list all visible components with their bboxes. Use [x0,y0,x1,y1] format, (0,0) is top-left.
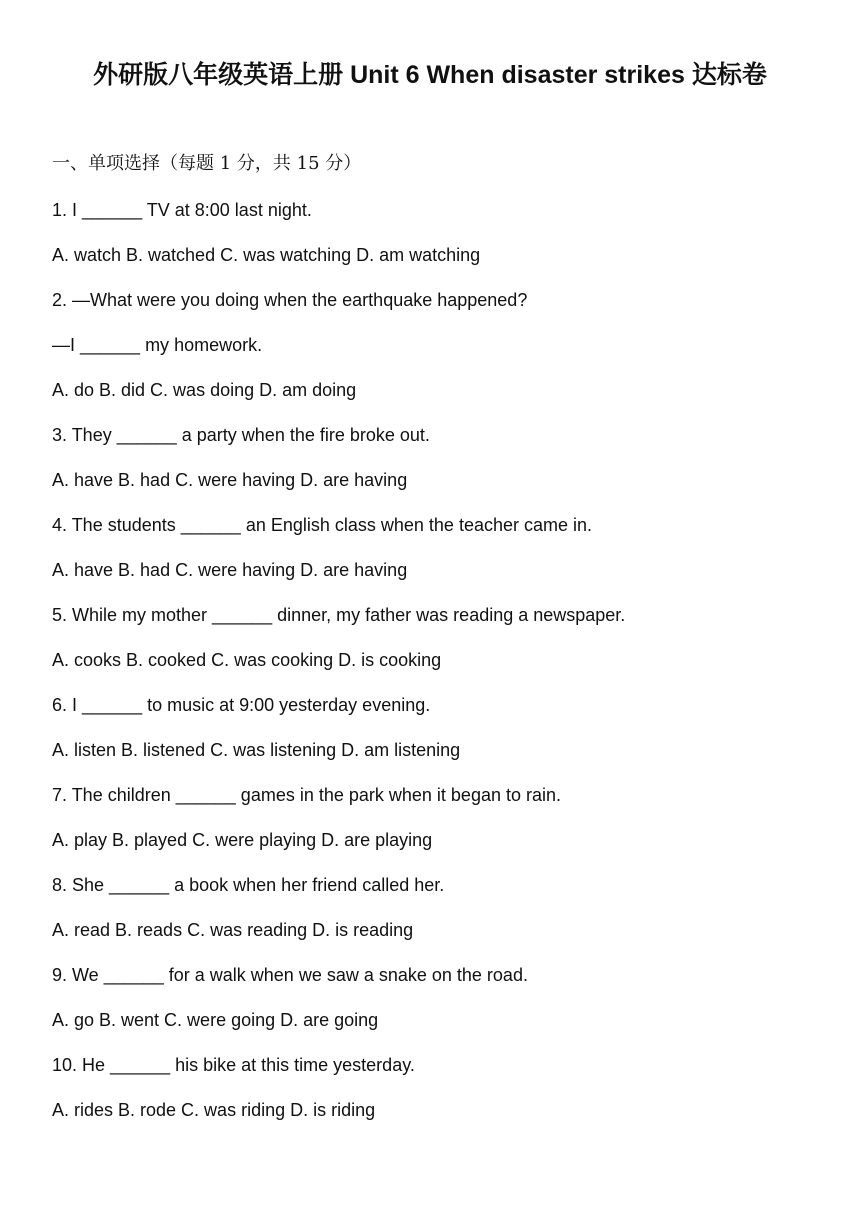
question-9-options: A. go B. went C. were going D. are going [52,1010,379,1030]
question-9-stem: 9. We ______ for a walk when we saw a snake on the road. [52,965,528,985]
page-title: 外研版八年级英语上册 Unit 6 When disaster strikes 达标卷 [93,61,767,89]
question-8-stem: 8. She ______ a book when her friend called her. [52,875,445,895]
section-heading: 一、单项选择（每题 1 分，共 15 分） [52,153,362,174]
question-1-options: A. watch B. watched C. was watching D. am watching [52,245,481,265]
question-10-stem: 10. He ______ his bike at this time yesterday. [52,1055,415,1075]
question-7-options: A. play B. played C. were playing D. are playing [52,830,433,850]
question-10-options: A. rides B. rode C. was riding D. is riding [52,1100,376,1120]
question-6-stem: 6. I ______ to music at 9:00 yesterday evening. [52,695,431,715]
question-list [52,197,832,1142]
question-5-options: A. cooks B. cooked C. was cooking D. is cooking [52,650,442,670]
question-5-stem: 5. While my mother ______ dinner, my father was reading a newspaper. [52,605,626,625]
question-4-options: A. have B. had C. were having D. are having [52,560,408,580]
question-6-options: A. listen B. listened C. was listening D. am listening [52,740,461,760]
question-3-stem: 3. They ______ a party when the fire broke out. [52,425,430,445]
question-4-stem: 4. The students ______ an English class when the teacher came in. [52,515,593,535]
question-7-stem: 7. The children ______ games in the park when it began to rain. [52,785,562,805]
question-2-options: A. do B. did C. was doing D. am doing [52,380,357,400]
question-8-options: A. read B. reads C. was reading D. is reading [52,920,414,940]
question-3-options: A. have B. had C. were having D. are having [52,470,408,490]
question-2-stem-reply: —I ______ my homework. [52,335,263,355]
question-1-stem: 1. I ______ TV at 8:00 last night. [52,200,312,220]
question-2-stem: 2. —What were you doing when the earthquake happened? [52,290,528,310]
